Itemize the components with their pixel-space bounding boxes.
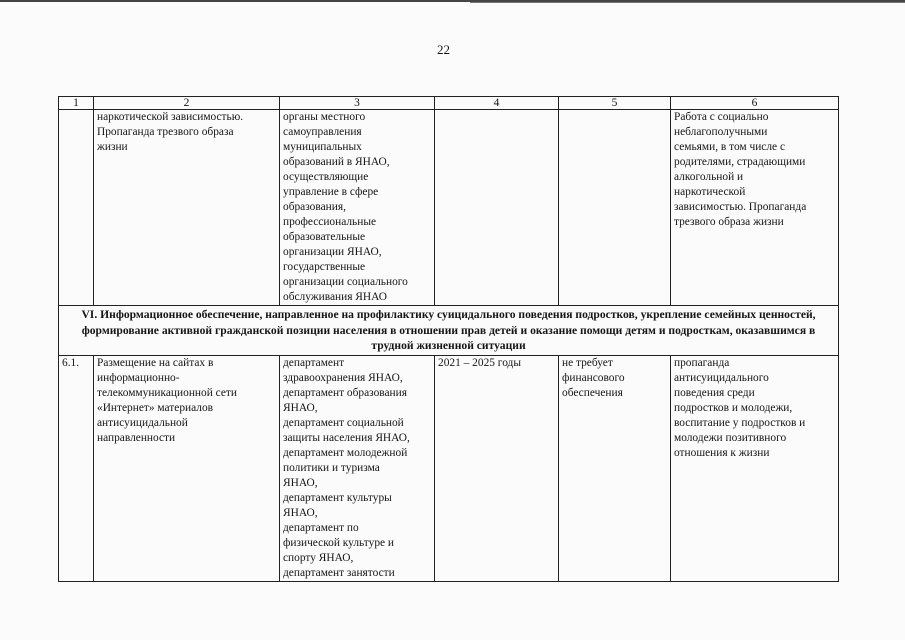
column-header: 5 — [559, 97, 671, 110]
column-header: 4 — [435, 97, 559, 110]
cell-result: пропаганда антисуицидального поведения среди подростков и молодежи, воспитание у подростков и молодежи позитивного отношения к жизни — [671, 355, 839, 581]
cell-funding — [559, 110, 671, 306]
page-number: 22 — [437, 42, 450, 57]
column-header: 3 — [280, 97, 435, 110]
cell-result: Работа с социально неблагополучными семьями, в том числе с родителями, страдающими алкогольной и наркотической зависимостью. Пропаганда трезвого образа жизни — [671, 110, 839, 306]
cell-period: 2021 – 2025 годы — [435, 355, 559, 581]
cell-period — [435, 110, 559, 306]
cell-funding: не требует финансового обеспечения — [559, 355, 671, 581]
cell-measure: наркотической зависимостью. Пропаганда трезвого образа жизни — [94, 110, 280, 306]
measures-table — [58, 96, 839, 582]
cell-executors: органы местного самоуправления муниципальных образований в ЯНАО, осуществляющие управление в сфере образования, профессиональные образовательные организации ЯНАО, государственные организации социального обслуживания ЯНАО — [280, 110, 435, 306]
cell-measure: Размещение на сайтах в информационно- телекоммуникационной сети «Интернет» материалов антисуицидальной направленности — [94, 355, 280, 581]
cell-executors: департамент здравоохранения ЯНАО, департамент образования ЯНАО, департамент социальной защиты населения ЯНАО, департамент молодежной политики и туризма ЯНАО, департамент культуры ЯНАО, департамент по физической культуре и спорту ЯНАО, департамент занятости — [280, 355, 435, 581]
cell-number: 6.1. — [59, 355, 94, 581]
table-row — [59, 355, 839, 581]
table-row — [59, 110, 839, 306]
column-header: 1 — [59, 97, 94, 110]
scan-edge-line-secondary — [470, 2, 905, 3]
column-header: 2 — [94, 97, 280, 110]
section-heading-row — [59, 306, 839, 356]
column-header: 6 — [671, 97, 839, 110]
table-header-row — [59, 97, 839, 110]
cell-number — [59, 110, 94, 306]
section-heading: VI. Информационное обеспечение, направленное на профилактику суицидального поведения подростков, укрепление семейных ценностей, формирование активной гражданской позиции населения в отношении прав детей и оказание помощи детям и подросткам, оказавшимся в трудной жизненной ситуации — [59, 306, 839, 356]
